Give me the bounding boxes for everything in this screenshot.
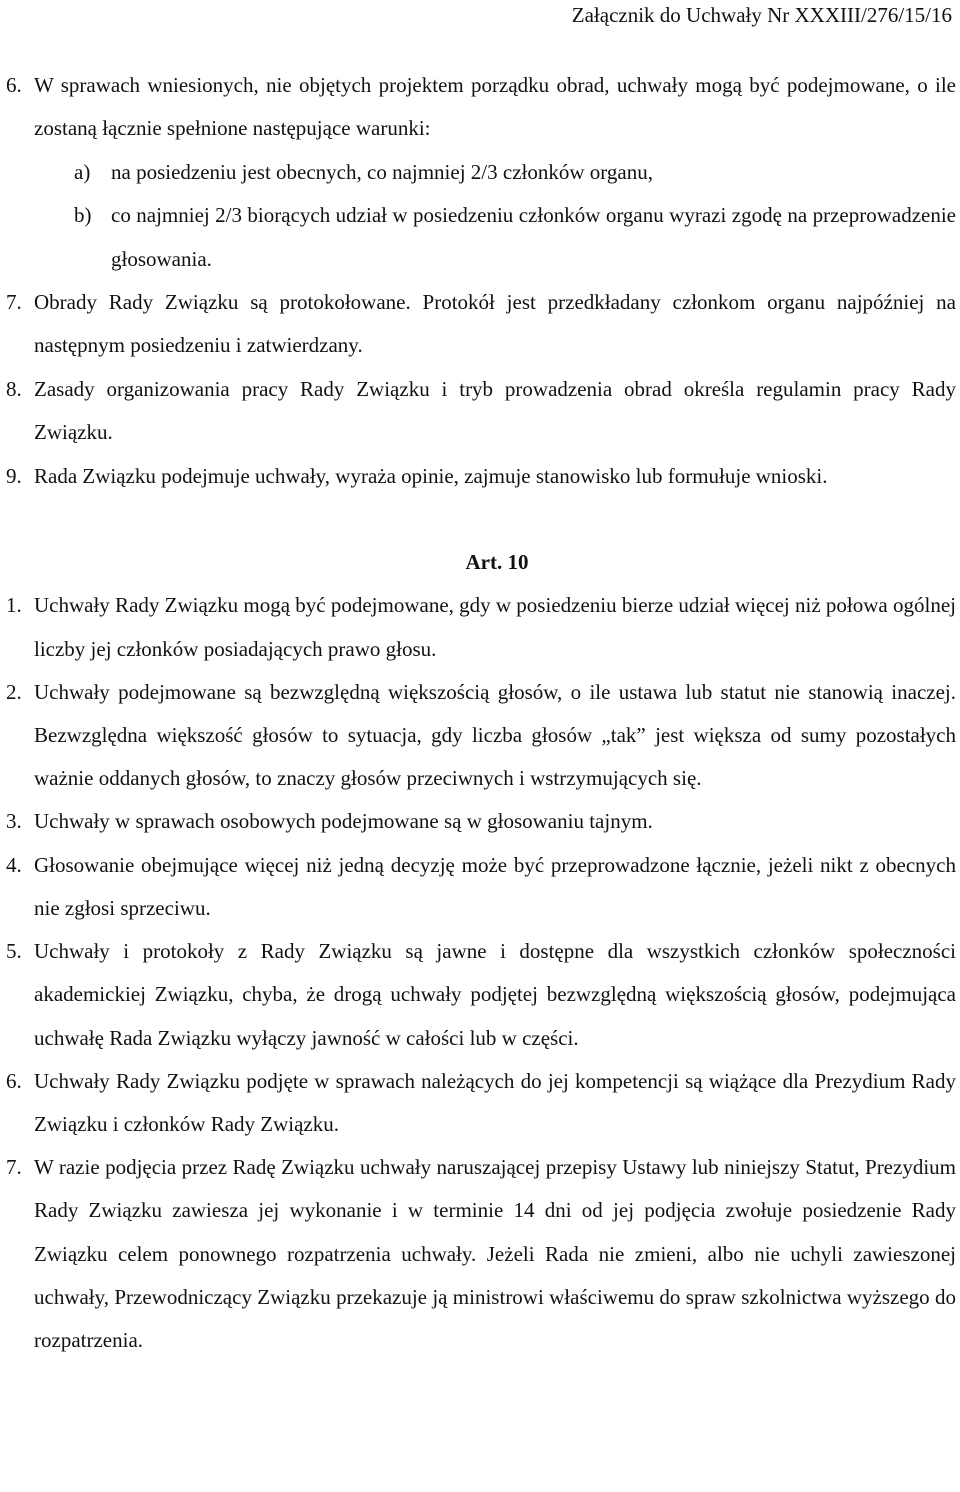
paragraph-number: 3. (6, 809, 22, 834)
article-paragraph-4 (0, 844, 960, 930)
subitem-text: na posiedzeniu jest obecnych, co najmniej 2/3 członków organu, (111, 159, 653, 184)
article-paragraph-3 (0, 800, 960, 843)
document-header: Załącznik do Uchwały Nr XXXIII/276/15/16 (571, 3, 952, 27)
paragraph-number: 6. (6, 1068, 22, 1093)
article-paragraph-1 (0, 584, 960, 670)
paragraph-number: 2. (6, 679, 22, 704)
paragraph-text: Uchwały w sprawach osobowych podejmowane są w głosowaniu tajnym. (34, 809, 653, 834)
paragraph-9 (0, 455, 960, 498)
article-paragraph-5 (0, 930, 960, 1060)
subitem-a (0, 151, 960, 194)
article-paragraph-6 (0, 1060, 960, 1146)
paragraph-text: Uchwały Rady Związku mogą być podejmowane, gdy w posiedzeniu bierze udział więcej niż połowa ogólnej liczby jej członków posiadających prawo głosu. (34, 593, 956, 661)
paragraph-text: Zasady organizowania pracy Rady Związku i tryb prowadzenia obrad określa regulamin pracy Rady Związku. (34, 376, 956, 445)
article-paragraph-2 (0, 671, 960, 801)
paragraph-text: Głosowanie obejmujące więcej niż jedną decyzję może być przeprowadzone łącznie, jeżeli nikt z obecnych nie zgłosi sprzeciwu. (34, 852, 956, 920)
article-paragraph-7 (0, 1146, 960, 1362)
subitem-letter: b) (74, 203, 92, 228)
paragraph-number: 7. (6, 1155, 22, 1180)
paragraph-number: 8. (6, 376, 22, 401)
subitem-b (0, 194, 960, 281)
subitem-letter: a) (74, 159, 91, 184)
paragraph-text: Rada Związku podejmuje uchwały, wyraża opinie, zajmuje stanowisko lub formułuje wnioski. (34, 463, 828, 488)
paragraph-text: Uchwały podejmowane są bezwzględną większością głosów, o ile ustawa lub statut nie stanowią inaczej. Bezwzględna większość głosów to sytuacja, gdy liczba głosów „tak” jest większa od sumy pozostałych ważnie oddanych głosów, to znaczy głosów przeciwnych i wstrzymujących się. (34, 679, 956, 791)
article-title: Art. 10 (465, 550, 529, 575)
paragraph-number: 9. (6, 463, 22, 488)
paragraph-6 (0, 64, 960, 151)
paragraph-number: 1. (6, 593, 22, 618)
subitem-text: co najmniej 2/3 biorących udział w posiedzeniu członków organu wyrazi zgodę na przeprowadzenie głosowania. (111, 203, 956, 271)
document-body (0, 64, 960, 1362)
paragraph-8 (0, 368, 960, 455)
paragraph-text: W razie podjęcia przez Radę Związku uchwały naruszającej przepisy Ustawy lub niniejszy Statut, Prezydium Rady Związku zawiesza jej wykonanie i w terminie 14 dni od jej podjęcia zwołuje posiedzenie Rady Związku celem ponownego rozpatrzenia uchwały. Jeżeli Rada nie zmieni, albo nie uchyli zawieszonej uchwały, Przewodniczący Związku przekazuje ją ministrowi właściwemu do spraw szkolnictwa wyższego do rozpatrzenia. (34, 1155, 956, 1352)
paragraph-number: 7. (6, 290, 22, 315)
paragraph-7 (0, 281, 960, 368)
paragraph-number: 6. (6, 73, 22, 97)
paragraph-text: Obrady Rady Związku są protokołowane. Protokół jest przedkładany członkom organu najpóźniej na następnym posiedzeniu i zatwierdzany. (34, 290, 956, 358)
paragraph-number: 4. (6, 852, 22, 877)
paragraph-text: Uchwały i protokoły z Rady Związku są jawne i dostępne dla wszystkich członków społeczności akademickiej Związku, chyba, że drogą uchwały podjętej bezwzględną większością głosów, podejmująca uchwałę Rada Związku wyłączy jawność w całości lub w części. (34, 939, 956, 1050)
paragraph-number: 5. (6, 939, 22, 964)
paragraph-text: W sprawach wniesionych, nie objętych projektem porządku obrad, uchwały mogą być podejmowane, o ile zostaną łącznie spełnione następujące warunki: (34, 73, 956, 141)
paragraph-text: Uchwały Rady Związku podjęte w sprawach należących do jej kompetencji są wiążące dla Prezydium Rady Związku i członków Rady Związku. (34, 1068, 956, 1136)
section-spacer (0, 498, 960, 541)
